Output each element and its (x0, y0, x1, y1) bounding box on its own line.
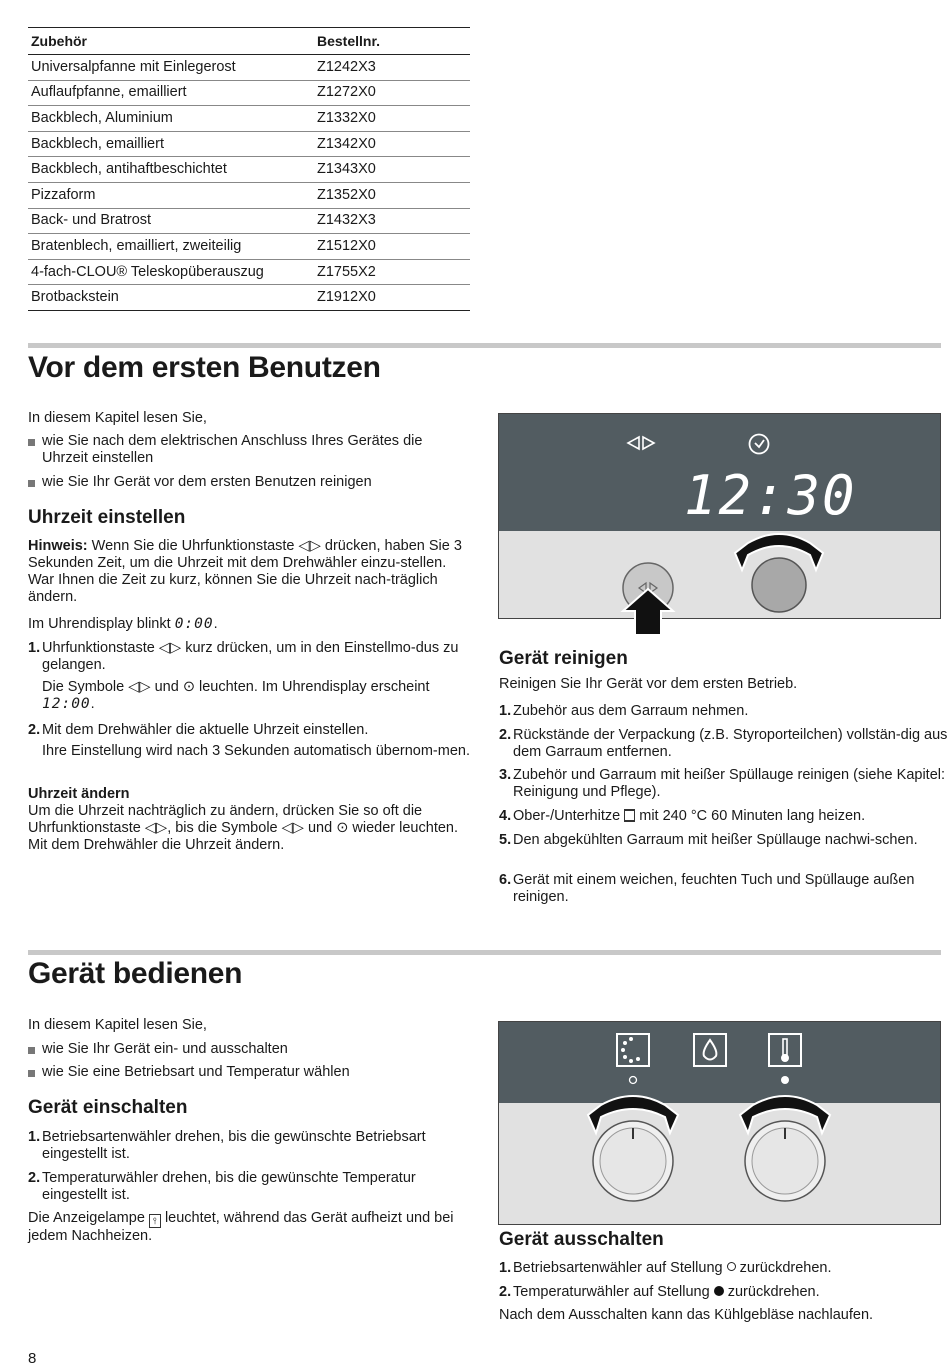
after-off-note: Nach dem Ausschalten kann das Kühlgebläse nachlaufen. (499, 1307, 874, 1323)
cell-order-number: Z1432X3 (314, 208, 470, 234)
cell-order-number: Z1352X0 (314, 182, 470, 208)
note-paragraph (28, 538, 472, 606)
step-number: 2. (28, 1170, 41, 1186)
step-text: Temperaturwähler drehen, bis die gewünschte Temperatur eingestellt ist. (42, 1170, 416, 1203)
cell-order-number: Z1272X0 (314, 80, 470, 106)
selector-panel-illustration (498, 1021, 942, 1226)
table-row (28, 234, 470, 260)
off-position-dot-icon (714, 1286, 724, 1296)
display-value: 0:00 (174, 616, 214, 632)
change-text: und (307, 820, 333, 836)
step-item (499, 832, 950, 849)
accessory-table (28, 27, 470, 311)
step-text: zurückdrehen. (727, 1284, 820, 1300)
blink-text: Im Uhrendisplay blinkt (28, 616, 171, 632)
change-text: , bis die Symbole (167, 820, 278, 836)
subheading-change-clock: Uhrzeit ändern (28, 786, 130, 802)
top-bottom-heat-icon (624, 809, 635, 822)
step-detail: Die Symbole ◁▷ und ⊙ leuchten. Im Uhrendisplay erscheint 12:00. (42, 679, 430, 712)
cell-accessory: Bratenblech, emailliert, zweiteilig (28, 234, 314, 260)
note-label: Hinweis: (28, 538, 88, 554)
rotary-knob[interactable] (752, 558, 806, 612)
step-item (499, 1260, 950, 1277)
step-item (499, 727, 950, 761)
change-text: wieder leuchten. Mit dem Drehwähler die Uhrzeit ändern. (28, 820, 458, 853)
list-item: wie Sie Ihr Gerät ein- und ausschalten (28, 1041, 472, 1058)
page-number: 8 (28, 1350, 37, 1367)
table-row (28, 80, 470, 106)
clock-function-icon: ◁▷ (144, 820, 168, 836)
step-detail-text: leuchten. Im Uhrendisplay erscheint (199, 679, 430, 695)
cell-accessory: Backblech, antihaftbeschichtet (28, 157, 314, 183)
step-text: Den abgekühlten Garraum mit heißer Spüllauge nachwi-schen. (513, 832, 918, 848)
subheading-set-clock: Uhrzeit einstellen (28, 507, 186, 528)
table-row (28, 259, 470, 285)
clean-intro: Reinigen Sie Ihr Gerät vor dem ersten Betrieb. (499, 676, 798, 692)
lamp-text: leuchtet, während das Gerät aufheizt und bei jedem Nachheizen. (28, 1210, 454, 1244)
clock-function-icon: ◁▷ (158, 640, 182, 656)
step-detail: Ihre Einstellung wird nach 3 Sekunden automatisch übernom-men. (42, 743, 470, 759)
step-text: mit 240 °C 60 Minuten lang heizen. (639, 808, 866, 824)
panel-knob-area (498, 1103, 941, 1225)
cell-accessory: Brotbackstein (28, 285, 314, 311)
section-title: Vor dem ersten Benutzen (28, 351, 381, 384)
step-number: 2. (499, 1284, 512, 1300)
table-row (28, 131, 470, 157)
cell-accessory: Backblech, emailliert (28, 131, 314, 157)
clock-function-icon: ◁▷ (281, 820, 304, 836)
step-text: Ober-/Unterhitze (513, 808, 621, 824)
step-text: zurückdrehen. (739, 1260, 832, 1276)
cell-accessory: Pizzaform (28, 182, 314, 208)
step-number: 1. (499, 703, 512, 719)
subheading-clean: Gerät reinigen (499, 648, 628, 669)
subheading-switch-on: Gerät einschalten (28, 1097, 188, 1118)
step-item (499, 1284, 950, 1301)
list-item: wie Sie nach dem elektrischen Anschluss Ihres Gerätes die Uhrzeit einstellen (28, 433, 472, 467)
list-item: wie Sie Ihr Gerät vor dem ersten Benutzen reinigen (28, 474, 472, 491)
display-value: 12:00 (42, 696, 91, 712)
lamp-paragraph (28, 1210, 472, 1245)
step-text: Gerät mit einem weichen, feuchten Tuch und Spüllauge außen reinigen. (513, 872, 915, 905)
step-item (499, 872, 950, 906)
step-item (499, 808, 950, 825)
step-text: Betriebsartenwähler auf Stellung (513, 1260, 723, 1276)
cell-accessory: 4-fach-CLOU® Teleskopüberauszug (28, 259, 314, 285)
note-text: Wenn Sie die Uhrfunktionstaste (91, 538, 295, 554)
cell-order-number: Z1912X0 (314, 285, 470, 311)
section-intro: In diesem Kapitel lesen Sie, (28, 410, 207, 426)
clock-icon: ⊙ (336, 820, 349, 836)
clock-display: 12:30 (684, 464, 857, 527)
step-text: Zubehör aus dem Garraum nehmen. (513, 703, 749, 719)
table-row (28, 55, 470, 81)
blink-paragraph: Im Uhrendisplay blinkt 0:00. (28, 616, 218, 632)
change-text: Um die Uhrzeit nachträglich zu ändern, drücken Sie so oft die Uhrfunktionstaste (28, 803, 423, 836)
cell-order-number: Z1242X3 (314, 55, 470, 81)
step-text: Uhrfunktionstaste (42, 640, 155, 656)
step-number: 2. (28, 722, 41, 738)
table-row (28, 182, 470, 208)
cell-accessory: Backblech, Aluminium (28, 106, 314, 132)
step-item (28, 722, 472, 739)
cell-order-number: Z1512X0 (314, 234, 470, 260)
step-number: 1. (28, 640, 41, 656)
clock-panel-illustration (498, 413, 942, 635)
off-position-icon (727, 1262, 736, 1271)
table-row (28, 208, 470, 234)
step-number: 4. (499, 808, 512, 824)
change-paragraph (28, 803, 468, 854)
step-text: Mit dem Drehwähler die aktuelle Uhrzeit einstellen. (42, 722, 369, 738)
cell-accessory: Universalpfanne mit Einlegerost (28, 55, 314, 81)
mode-selector-knob[interactable] (593, 1121, 673, 1201)
step-number: 3. (499, 767, 512, 783)
section-divider (28, 950, 941, 955)
step-detail-text: und (154, 679, 179, 695)
step-text: Rückstände der Verpackung (z.B. Styroporteilchen) vollstän-dig aus dem Garraum entfernen. (513, 727, 948, 760)
step-item (28, 640, 472, 674)
cell-order-number: Z1755X2 (314, 259, 470, 285)
subheading-switch-off: Gerät ausschalten (499, 1229, 664, 1250)
step-text: Temperaturwähler auf Stellung (513, 1284, 710, 1300)
step-item (499, 767, 950, 801)
step-detail-text: Die Symbole (42, 679, 125, 695)
step-number: 6. (499, 872, 512, 888)
table-header-row (28, 28, 470, 55)
table-row (28, 106, 470, 132)
step-number: 1. (499, 1260, 512, 1276)
table-row (28, 285, 470, 311)
section-divider (28, 343, 941, 348)
step-item (499, 703, 950, 720)
temperature-selector-knob[interactable] (745, 1121, 825, 1201)
list-item: wie Sie eine Betriebsart und Temperatur wählen (28, 1064, 472, 1081)
cell-order-number: Z1343X0 (314, 157, 470, 183)
clock-function-icon: ◁▷ (298, 538, 321, 554)
cell-accessory: Auflaufpfanne, emailliert (28, 80, 314, 106)
clock-icon: ⊙ (182, 679, 195, 695)
cell-order-number: Z1342X0 (314, 131, 470, 157)
lamp-text: Die Anzeigelampe (28, 1210, 145, 1226)
step-text: kurz drücken, um in den Einstellmo-dus zu gelangen. (42, 640, 459, 673)
step-number: 2. (499, 727, 512, 743)
off-position-dot-icon (781, 1076, 789, 1084)
step-text: Betriebsartenwähler drehen, bis die gewünschte Betriebsart eingestellt ist. (42, 1129, 426, 1162)
column-header-order-number: Bestellnr. (314, 28, 470, 55)
step-number: 5. (499, 832, 512, 848)
step-number: 1. (28, 1129, 41, 1145)
cell-order-number: Z1332X0 (314, 106, 470, 132)
step-item (28, 1170, 482, 1204)
step-text: Zubehör und Garraum mit heißer Spüllauge reinigen (siehe Kapitel: Reinigung und Pflege). (513, 767, 946, 800)
cell-accessory: Back- und Bratrost (28, 208, 314, 234)
indicator-lamp-icon: ⫯ (149, 1214, 161, 1228)
section-title: Gerät bedienen (28, 957, 243, 990)
panel-knob-area (498, 531, 941, 619)
step-item (28, 1129, 482, 1163)
table-row (28, 157, 470, 183)
clock-function-icon: ◁▷ (128, 679, 151, 695)
section-intro: In diesem Kapitel lesen Sie, (28, 1017, 207, 1033)
note-text: drücken, haben Sie 3 Sekunden Zeit, um die Uhrzeit mit dem Drehwähler einzu-stellen. War Ihnen die Zeit zu kurz, können Sie die Uhrzeit nach-träglich ändern. (28, 538, 462, 605)
column-header-accessory: Zubehör (28, 28, 314, 55)
